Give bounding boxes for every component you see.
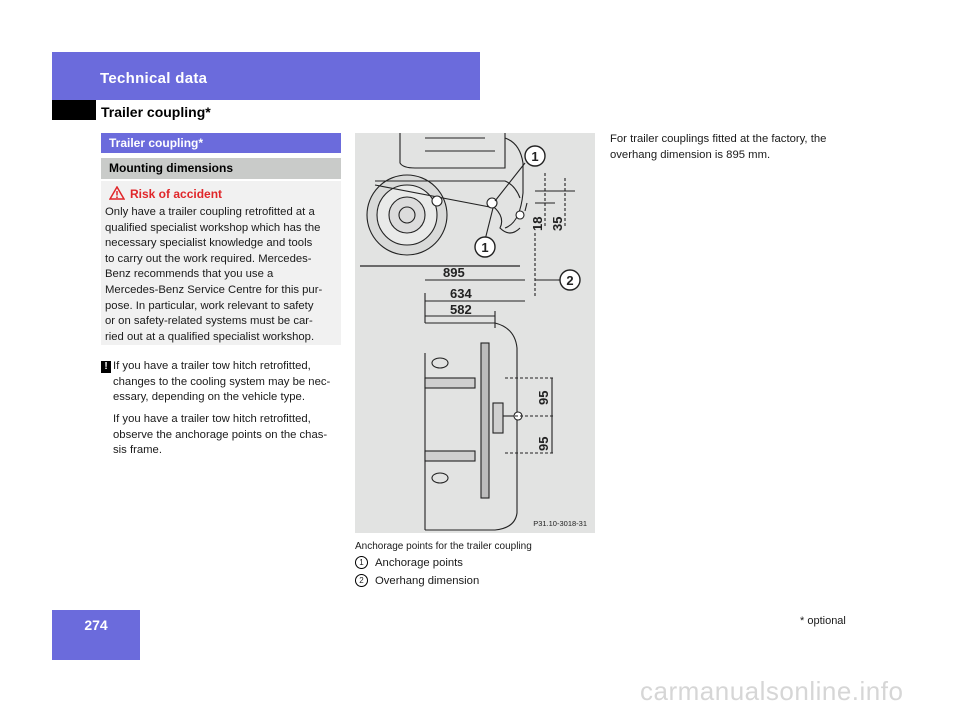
risk-line: pose. In particular, work relevant to safety [105, 299, 314, 312]
page-number: 274 [84, 617, 108, 633]
legend-item [355, 574, 479, 587]
legend-label: Anchorage points [375, 557, 463, 569]
page-subtitle: Trailer coupling* [101, 104, 211, 120]
note-line: essary, depending on the vehicle type. [113, 391, 305, 404]
section-heading-bar: Trailer coupling* [101, 133, 341, 153]
callout-1-label: 1 [481, 240, 489, 255]
note-line: observe the anchorage points on the chas- [113, 428, 328, 441]
watermark: carmanualsonline.info [640, 676, 904, 706]
section-title: Technical data [100, 70, 208, 87]
figure-ref-code: P31.10-3018-31 [533, 519, 587, 528]
dim-634: 634 [450, 286, 472, 301]
callout-1-label: 1 [531, 149, 539, 164]
callout-2 [560, 270, 580, 290]
dim-95-lower: 95 [536, 436, 551, 451]
dim-35: 35 [550, 216, 565, 231]
note-exclamation-icon: ! [101, 361, 111, 373]
risk-line: Only have a trailer coupling retrofitted at a [105, 206, 315, 218]
anchorage-diagram [355, 133, 595, 533]
risk-text [105, 205, 338, 345]
note-paragraph-2 [113, 412, 343, 459]
figure-caption: Anchorage points for the trailer coupling [355, 541, 532, 552]
subsection-heading-bar: Mounting dimensions [101, 158, 341, 179]
page-marker-tab [52, 100, 96, 120]
risk-line: or on safety-related systems must be car- [105, 315, 313, 328]
overhang-line: overhang dimension is 895 mm. [610, 148, 771, 161]
note-line: sis frame. [113, 444, 162, 457]
risk-line: ried out at a qualified specialist workshop. [105, 330, 315, 343]
legend-item [355, 556, 463, 569]
callout-2-label: 2 [566, 273, 574, 288]
callout-1-bottom [475, 237, 495, 257]
risk-line: Mercedes-Benz Service Centre for this pur- [105, 283, 323, 296]
risk-line: qualified specialist workshop which has the [105, 221, 321, 234]
note-paragraph-1 [113, 359, 343, 406]
risk-line: necessary specialist knowledge and tools [105, 237, 313, 250]
note-line: If you have a trailer tow hitch retrofitted, [113, 413, 311, 425]
risk-line: to carry out the work required. Mercedes- [105, 252, 312, 265]
legend-number: 1 [355, 556, 368, 569]
overhang-line: For trailer couplings fitted at the factory, the [610, 133, 827, 145]
overhang-note [610, 132, 870, 163]
legend-number: 2 [355, 574, 368, 587]
dim-95-upper: 95 [536, 390, 551, 405]
dim-895: 895 [443, 265, 465, 280]
legend-label: Overhang dimension [375, 575, 480, 587]
risk-title: Risk of accident [130, 187, 223, 201]
optional-footnote: * optional [800, 615, 846, 627]
risk-line: Benz recommends that you use a [105, 268, 274, 281]
diagram-drawing [355, 133, 595, 533]
callout-1-top [525, 146, 545, 166]
warning-triangle-icon [109, 186, 125, 200]
dim-582: 582 [450, 302, 472, 317]
note-line: changes to the cooling system may be nec- [113, 375, 331, 388]
note-line: If you have a trailer tow hitch retrofitted, [113, 360, 311, 372]
dim-18: 18 [530, 216, 545, 231]
